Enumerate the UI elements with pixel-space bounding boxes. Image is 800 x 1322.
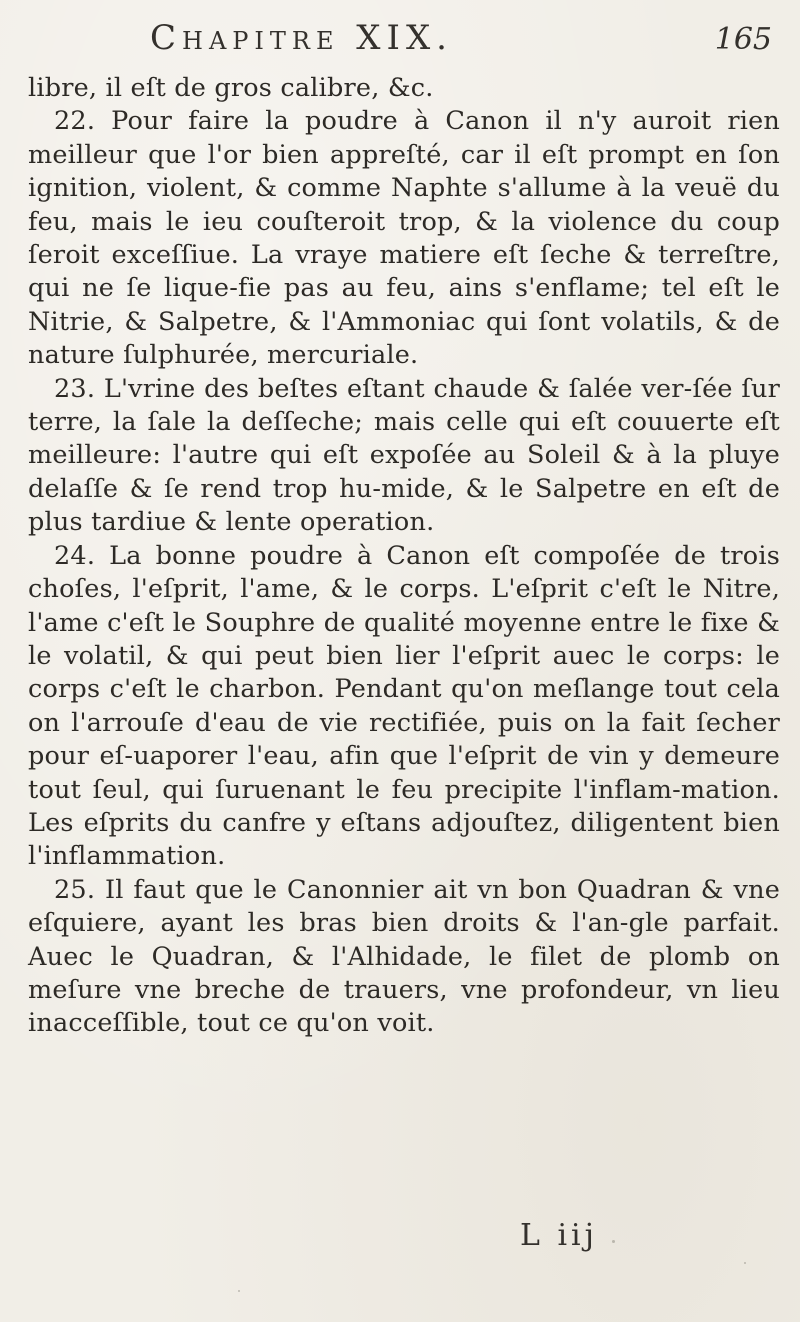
body-text [28,72,780,1041]
running-head [150,18,453,58]
paper-speck [238,1290,240,1292]
chapter-heading: Chapitre XIX. [150,18,453,58]
paragraph-22: 22. Pour faire la poudre à Canon il n'y auroit rien meilleur que l'or bien appreſté, car il eſt prompt en ſon ignition, violent, & comme Naphte s'allume à la veuë du feu, mais le ieu couſteroit trop, & la violence du coup ſeroit exceſſiue. La vraye matiere eſt ſeche & terreſtre, qui ne ſe lique-fie pas au feu, ains s'enflame; tel eſt le Nitrie, & Salpetre, & l'Ammoniac qui ſont volatils, & de nature ſulphurée, mercuriale. [28,106,780,371]
page-number: 165 [714,22,772,57]
paragraph-23: 23. L'vrine des beſtes eſtant chaude & ſalée ver-ſée ſur terre, la ſale la deſſeche; mais celle qui eſt couuerte eſt meilleure: l'autre qui eſt expoſée au Soleil & à la pluye delaſſe & ſe rend trop hu-mide, & le Salpetre en eſt de plus tardiue & lente operation. [28,373,780,538]
paper-speck [744,1262,746,1264]
signature-mark: L iij [520,1218,598,1253]
paragraph-25: 25. Il faut que le Canonnier ait vn bon Quadran & vne eſquiere, ayant les bras bien droits & l'an-gle parfait. Auec le Quadran, & l'Alhidade, le filet de plomb on meſure vne breche de trauers, vne profondeur, vn lieu inacceſſible, tout ce qu'on voit. [28,874,780,1039]
paper-speck [612,1240,615,1243]
paragraph-24: 24. La bonne poudre à Canon eſt compoſée de trois choſes, l'eſprit, l'ame, & le corps. L'eſprit c'eſt le Nitre, l'ame c'eſt le Souphre de qualité moyenne entre le fixe & le volatil, & qui peut bien lier l'eſprit auec le corps: le corps c'eſt le charbon. Pendant qu'on meſlange tout cela on l'arrouſe d'eau de vie rectifiée, puis on la fait ſecher pour eſ-uaporer l'eau, afin que l'eſprit de vin y demeure tout ſeul, qui ſuruenant le feu precipite l'inflam-mation. Les eſprits du canfre y eſtans adjouſtez, diligentent bien l'inflammation. [28,540,780,872]
paragraph-continuation: libre, il eſt de gros calibre, &c. [28,73,434,103]
